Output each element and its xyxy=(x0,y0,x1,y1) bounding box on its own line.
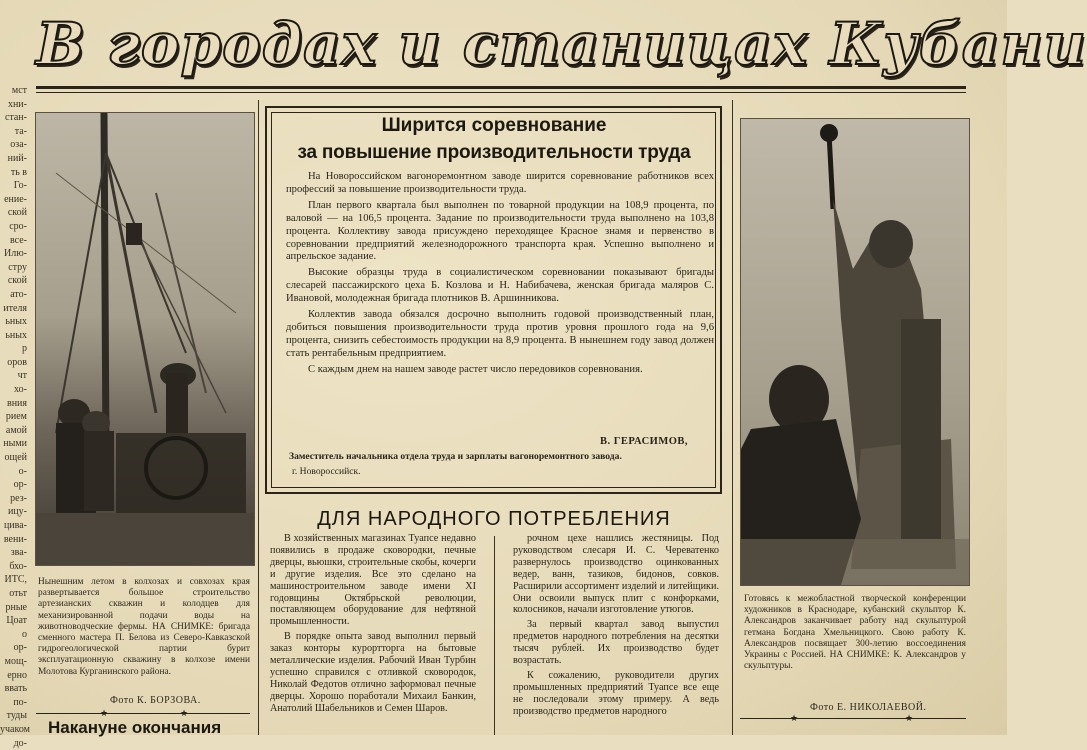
column-divider xyxy=(258,100,259,735)
photo-drilling-crew-image xyxy=(36,113,254,565)
left-fragment-line: та- xyxy=(0,125,27,139)
article-title-line1: Ширится соревнование xyxy=(268,115,720,137)
column-divider xyxy=(732,100,733,735)
left-fragment-line: ской xyxy=(0,206,27,220)
left-fragment-line: мощ- xyxy=(0,655,27,669)
left-fragment-line: ато- xyxy=(0,288,27,302)
left-fragment-line: рием xyxy=(0,410,27,424)
article-signature-position: Заместитель начальника отдела труда и зарплаты вагоноремонтного завода. xyxy=(289,451,622,462)
left-fragment-line: Го- xyxy=(0,179,27,193)
section-column-1 xyxy=(270,533,476,718)
left-fragment-line: р xyxy=(0,342,27,356)
page-header: В городах и станицах Кубани xyxy=(36,4,966,84)
article-signature: В. ГЕРАСИМОВ, xyxy=(600,436,688,447)
left-fragment-line: ть в xyxy=(0,166,27,180)
section-paragraph: К сожалению, руководители других промышленных предприятий Туапсе все еще не последовали этому примеру. А ведь производство предметов народного xyxy=(513,670,719,718)
photo-sculptor-image xyxy=(741,119,969,585)
section-paragraph: За первый квартал завод выпустил предметов народного потребления на десятки тысяч рублей. Их производство будет возрастать. xyxy=(513,619,719,667)
left-fragment-line: ор- xyxy=(0,478,27,492)
photo-left-caption: Нынешним летом в колхозах и совхозах края развертывается большое строительство артезианских скважин и колодцев для механизированной подачи воды на животноводческие фермы. НА СНИМКЕ: бригада сменного мастера П. Белова из Северо-Кавказской гидрогеологической партии бурит эксплуатационную скважину в колхозе имени Молотова Курганинского района. xyxy=(38,577,250,678)
left-fragment-line: Илю- xyxy=(0,247,27,261)
article-paragraph: План первого квартала был выполнен по товарной продукции на 108,9 процента, по валовой — на 106,5 процента. Задание по производительности труда выполнено на 103,8 процента. Коллективу завода присуждено переходящее Красное знамя и первенство в соревновании предприятий железнодорожного транспорта края. Успешно выполнено и апрельское задание. xyxy=(286,200,714,265)
left-fragment-line: бхо- xyxy=(0,560,27,574)
star-ornament: ★ xyxy=(180,709,188,718)
separator-rule xyxy=(36,713,250,714)
left-fragment-line: ИТС, xyxy=(0,573,27,587)
left-fragment-line: отьт xyxy=(0,587,27,601)
left-fragment-line: ощей xyxy=(0,451,27,465)
photo-sculptor xyxy=(740,118,970,586)
left-fragment-line: Цоат xyxy=(0,614,27,628)
header-rule xyxy=(36,86,966,89)
left-fragment-line: ителя xyxy=(0,302,27,316)
photo-right-credit: Фото Е. НИКОЛАЕВОЙ. xyxy=(810,702,926,713)
left-fragment-line: хни- xyxy=(0,98,27,112)
star-ornament: ★ xyxy=(905,714,913,723)
bottom-headline: Накануне окончания xyxy=(48,718,221,738)
left-fragment-line: мст xyxy=(0,84,27,98)
star-ornament: ★ xyxy=(100,709,108,718)
article-paragraph: Коллектив завода обязался досрочно выполнить годовой производственный план, добиться повышения производительности труда против уровня прошлого года на 9,6 процента, снизить себестоимость продукции на 8,9 процента. В нынешнем году завод должен стать рентабельным предприятием. xyxy=(286,309,714,361)
section-paragraph: рочном цехе нашлись жестяницы. Под руководством слесаря И. С. Череватенко развернулось производство оцинкованных ведер, ванн, тазиков, бидонов, совков. Расширили ассортимент изделий и литейщики. Они освоили выпуск плит с конфорками, колосников, начали изготовление утюгов. xyxy=(513,533,719,616)
left-fragment-line: ской xyxy=(0,274,27,288)
left-fragment-line: ввать xyxy=(0,682,27,696)
left-fragment-line: чт xyxy=(0,369,27,383)
left-fragment-line: по- xyxy=(0,696,27,710)
left-fragment-line: стру xyxy=(0,261,27,275)
left-fragment-line: стан- xyxy=(0,111,27,125)
article-body xyxy=(286,171,714,380)
article-title-line2: за повышение производительности труда xyxy=(268,142,720,164)
left-fragment-line: о xyxy=(0,628,27,642)
left-fragment-line: ными xyxy=(0,437,27,451)
left-fragment-line: амой xyxy=(0,424,27,438)
left-column-fragment xyxy=(0,84,27,735)
star-ornament: ★ xyxy=(790,714,798,723)
section-paragraph: В хозяйственных магазинах Туапсе недавно появились в продаже сковородки, печные дверцы, вьюшки, строительные скобы, кочерги и другие изделия. Все это сделано на машиностроительном заводе имени XI годовщины Октябрьской революции, поставляющем оборудование для нефтяной промышленности. xyxy=(270,533,476,628)
left-fragment-line: вени- xyxy=(0,533,27,547)
column-divider xyxy=(494,536,495,735)
left-fragment-line: о- xyxy=(0,465,27,479)
left-fragment-line: учаком xyxy=(0,723,27,737)
left-fragment-line: оров xyxy=(0,356,27,370)
left-fragment-line: ерно xyxy=(0,669,27,683)
article-paragraph: На Новороссийском вагоноремонтном заводе ширится соревнование работников всех профессий за повышение производительности труда. xyxy=(286,171,714,197)
section-column-2 xyxy=(513,533,719,721)
left-fragment-line: рные xyxy=(0,601,27,615)
left-fragment-line: ение- xyxy=(0,193,27,207)
photo-right-caption: Готовясь к межобластной творческой конференции художников в Краснодаре, кубанский скульптор К. Александров заканчивает работу над скульптурой гетмана Богдана Хмельницкого. Свою работу К. Александров посвящает 300-летию воссоединения Украины с Россией. НА СНИМКЕ: К. Александров у скульптуры. xyxy=(744,594,966,672)
left-fragment-line: цива- xyxy=(0,519,27,533)
left-fragment-line: туды xyxy=(0,709,27,723)
section-paragraph: В порядке опыта завод выполнил первый заказ конторы курортторга на бытовые металлические изделия. Рабочий Иван Турбин успешно справился с отливкой сковородок, Николай Федотов отлично заформовал печные дверцы. Хорошо поработали Михаил Банкин, Анатолий Шабельников и Семен Шаров. xyxy=(270,631,476,714)
left-fragment-line: ьных xyxy=(0,315,27,329)
photo-drilling-crew xyxy=(35,112,255,566)
left-fragment-line: рез- xyxy=(0,492,27,506)
left-fragment-line: все- xyxy=(0,234,27,248)
left-fragment-line: оза- xyxy=(0,138,27,152)
photo-left-credit: Фото К. БОРЗОВА. xyxy=(110,695,201,706)
article-paragraph: С каждым днем на нашем заводе растет число передовиков соревнования. xyxy=(286,364,714,377)
left-fragment-line: ицу- xyxy=(0,505,27,519)
left-fragment-line: хо- xyxy=(0,383,27,397)
left-fragment-line: ний- xyxy=(0,152,27,166)
left-fragment-line: до- xyxy=(0,737,27,750)
left-fragment-line: ор- xyxy=(0,641,27,655)
left-fragment-line: сро- xyxy=(0,220,27,234)
article-paragraph: Высокие образцы труда в социалистическом соревновании показывают бригады слесарей пассажирского цеха Б. Козлова и Н. Набибачева, женская бригада маляров С. Ивановой, молодежная бригада плотников В. Аршинникова. xyxy=(286,267,714,306)
article-place: г. Новороссийск. xyxy=(292,466,361,477)
separator-rule xyxy=(740,718,966,719)
left-fragment-line: ьных xyxy=(0,329,27,343)
left-fragment-line: вния xyxy=(0,397,27,411)
left-fragment-line: зва- xyxy=(0,546,27,560)
header-rule-thin xyxy=(36,92,966,93)
section-title: ДЛЯ НАРОДНОГО ПОТРЕБЛЕНИЯ xyxy=(268,508,720,531)
